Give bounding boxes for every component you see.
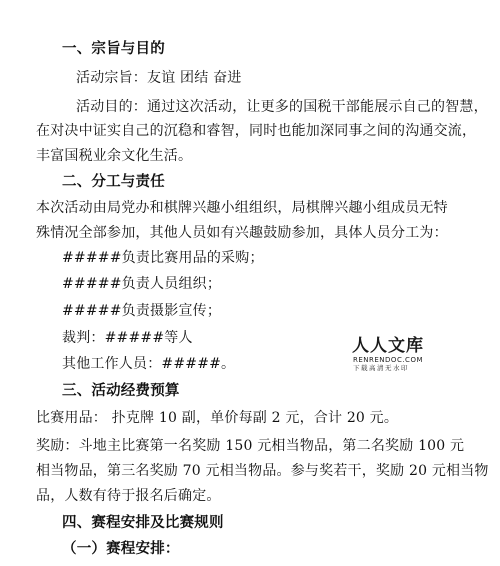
activity-goal-line: 丰富国税业余文化生活。 [36,148,193,164]
division-intro-line: 殊情况全部参加，其他人员如有兴趣鼓励参加，具体人员分工为： [36,225,448,241]
activity-goal-line: 活动目的：通过这次活动，让更多的国税干部能展示自己的智慧， [76,99,488,115]
schedule-subheading: （一）赛程安排： [62,541,180,557]
assignment-item: #####负责人员组织； [62,276,222,292]
section-heading-purpose: 一、宗旨与目的 [62,41,165,57]
budget-prize-line: 奖励：斗地主比赛第一名奖励 150 元相当物品，第二名奖励 100 元 [36,438,465,454]
assignment-item: 其他工作人员：#####。 [62,356,236,372]
assignment-item: #####负责比赛用品的采购； [62,250,264,266]
budget-supplies-text: 比赛用品： 扑克牌 10 副，单价每副 2 元，合计 20 元。 [36,410,399,426]
section-heading-division: 二、分工与责任 [62,174,165,190]
budget-prize-line: 品，人数有待于报名后确定。 [36,488,221,504]
watermark-title: 人人文库 [352,336,424,356]
budget-prize-line: 相当物品，第三名奖励 70 元相当物品。参与奖若干，奖励 20 元相当物 [36,463,489,479]
assignment-item: #####负责摄影宣传； [62,303,222,319]
watermark-domain: RENRENDOC.COM [353,356,423,364]
activity-purpose-text: 活动宗旨：友谊 团结 奋进 [76,70,242,86]
section-heading-budget: 三、活动经费预算 [62,383,180,399]
watermark-slogan: 下载高清无水印 [353,364,409,372]
section-heading-schedule: 四、赛程安排及比赛规则 [62,515,224,531]
assignment-item: 裁判：#####等人 [62,330,193,346]
division-intro-line: 本次活动由局党办和棋牌兴趣小组组织，局棋牌兴趣小组成员无特 [36,200,448,216]
activity-goal-line: 在对决中证实自己的沉稳和睿智，同时也能加深同事之间的沟通交流， [36,123,477,139]
watermark-logo [352,337,432,373]
